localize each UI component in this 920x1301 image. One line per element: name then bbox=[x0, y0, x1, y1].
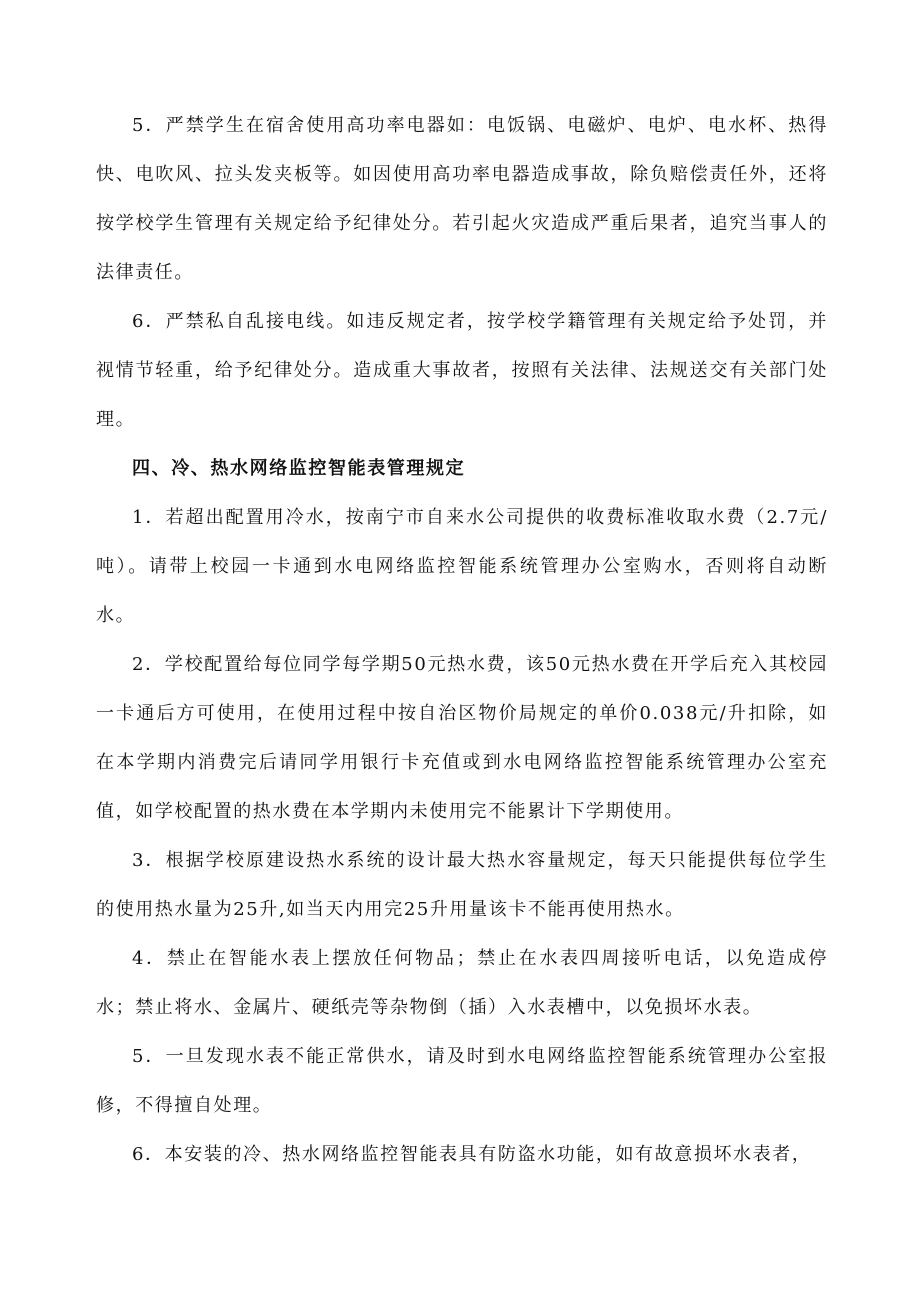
paragraph-water-rule-1: 1．若超出配置用冷水，按南宁市自来水公司提供的收费标准收取水费（2.7元/吨）。请带上校园一卡通到水电网络监控智能系统管理办公室购水，否则将自动断水。 bbox=[96, 507, 828, 626]
paragraph-rule-6-electric: 6．严禁私自乱接电线。如违反规定者，按学校学籍管理有关规定给予处罚，并视情节轻重，给予纪律处分。造成重大事故者，按照有关法律、法规送交有关部门处理。 bbox=[96, 311, 828, 430]
paragraph-water-rule-3: 3．根据学校原建设热水系统的设计最大热水容量规定，每天只能提供每位学生的使用热水量为25升,如当天内用完25升用量该卡不能再使用热水。 bbox=[96, 850, 828, 920]
paragraph-water-rule-5: 5．一旦发现水表不能正常供水，请及时到水电网络监控智能系统管理办公室报修，不得擅自处理。 bbox=[96, 1046, 828, 1116]
paragraph-water-rule-2: 2．学校配置给每位同学每学期50元热水费，该50元热水费在开学后充入其校园一卡通后方可使用，在使用过程中按自治区物价局规定的单价0.038元/升扣除，如在本学期内消费完后请同学用银行卡充值或到水电网络监控智能系统管理办公室充值，如学校配置的热水费在本学期内未使用完不能累计下学期使用。 bbox=[96, 654, 828, 822]
paragraph-water-rule-6: 6．本安装的冷、热水网络监控智能表具有防盗水功能，如有故意损坏水表者， bbox=[132, 1144, 812, 1165]
paragraph-water-rule-4: 4．禁止在智能水表上摆放任何物品；禁止在水表四周接听电话，以免造成停水；禁止将水、金属片、硬纸壳等杂物倒（插）入水表槽中，以免损坏水表。 bbox=[96, 948, 828, 1018]
section-heading: 四、冷、热水网络监控智能表管理规定 bbox=[132, 458, 466, 479]
paragraph-rule-5-electric: 5．严禁学生在宿舍使用高功率电器如：电饭锅、电磁炉、电炉、电水杯、热得快、电吹风、拉头发夹板等。如因使用高功率电器造成事故，除负赔偿责任外，还将按学校学生管理有关规定给予纪律处分。若引起火灾造成严重后果者，追究当事人的法律责任。 bbox=[96, 115, 828, 283]
